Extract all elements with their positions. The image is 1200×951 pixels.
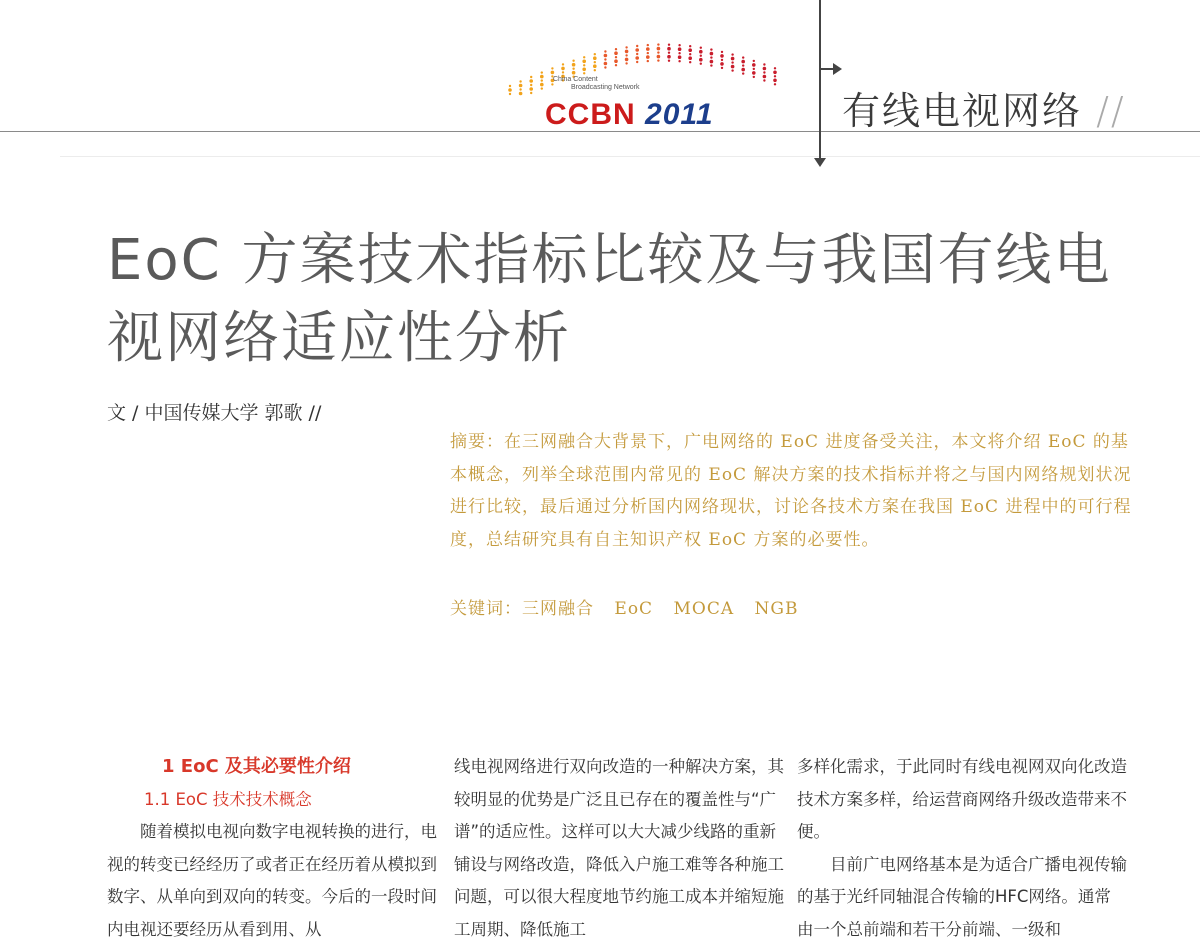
logo-dot	[710, 48, 712, 50]
logo-dot	[625, 50, 629, 54]
logo-dot	[678, 47, 682, 51]
logo-dot	[742, 56, 744, 58]
keyword: NGB	[754, 599, 799, 619]
logo-dot	[774, 83, 776, 85]
logo-dot	[646, 55, 650, 59]
logo-dot	[688, 48, 692, 52]
logo-dot	[657, 47, 661, 51]
logo-dot	[615, 64, 617, 66]
logo-dot	[625, 58, 629, 62]
logo-dot	[541, 87, 543, 89]
logo-dot	[678, 55, 682, 59]
logo-dot	[562, 63, 564, 65]
section-heading: 1 EoC 及其必要性介绍	[162, 756, 351, 777]
logo-dot	[582, 68, 586, 72]
logo-dot	[688, 56, 692, 60]
logo-dot	[615, 56, 617, 58]
article-byline: 文 / 中国传媒大学 郭歌 //	[107, 402, 322, 424]
logo-dot	[752, 71, 756, 75]
body-column-2	[454, 751, 789, 946]
logo-dot	[647, 44, 649, 46]
logo-dot	[710, 60, 714, 64]
logo-dot	[763, 79, 765, 81]
paragraph: 目前广电网络基本是为适合广播电视传输的基于光纤同轴混合传输的HFC网络。通常由一个总前端和若干分前端、一级和	[797, 854, 1127, 939]
logo-dot	[583, 72, 585, 74]
subsection-heading: 1.1 EoC 技术技术概念	[144, 790, 312, 809]
logo-dot	[742, 64, 744, 66]
logo-dot	[509, 85, 511, 87]
logo-year: 2011	[645, 98, 714, 131]
logo-dot	[625, 46, 627, 48]
logo-dot	[635, 48, 639, 52]
logo-dot	[668, 60, 670, 62]
logo-dot	[753, 60, 755, 62]
logo-dot	[540, 75, 544, 79]
logo-dot	[530, 92, 532, 94]
logo-dot	[625, 62, 627, 64]
logo-dot	[763, 67, 767, 71]
logo-dot	[604, 50, 606, 52]
logo-dot	[604, 66, 606, 68]
logo-wordmark: CCBN 2011	[545, 98, 714, 131]
logo-dot	[646, 47, 650, 51]
logo-dot	[614, 59, 618, 63]
logo-dot	[741, 60, 745, 64]
logo-dot	[647, 60, 649, 62]
keyword: EoC	[614, 599, 654, 619]
logo-dot	[540, 83, 544, 87]
logo-dot	[667, 47, 671, 51]
logo-dot	[529, 79, 533, 83]
logo-dot	[689, 45, 691, 47]
logo-dot	[572, 71, 576, 75]
logo-dot	[529, 87, 533, 91]
article-abstract	[450, 426, 1140, 556]
logo-dots-graphic	[505, 36, 780, 96]
logo-dot	[647, 52, 649, 54]
logo-dot	[763, 71, 765, 73]
logo-dot	[752, 63, 756, 67]
logo-dot	[583, 64, 585, 66]
logo-dot	[625, 54, 627, 56]
body-column-3	[797, 751, 1127, 946]
logo-dot	[773, 79, 777, 83]
logo-dot	[731, 61, 733, 63]
logo-dot	[614, 51, 618, 55]
logo-dot	[699, 58, 703, 62]
logo-dot	[519, 84, 523, 88]
logo-dot	[657, 55, 661, 59]
logo-dot	[572, 68, 574, 70]
logo-dot	[731, 53, 733, 55]
section-slash: //	[1096, 89, 1126, 133]
logo-dot	[700, 63, 702, 65]
logo-dot	[678, 52, 680, 54]
paragraph: 线电视网络进行双向改造的一种解决方案，其较明显的优势是广泛且已存在的覆盖性与“广谱”的适应性。这样可以大大减少线路的重新铺设与网络改造，降低入户施工难等各种施工问题，可以很大程度地节约施工成本并缩短施工周期、降低施工	[454, 757, 784, 939]
logo-dot	[594, 61, 596, 63]
logo-dot	[731, 65, 735, 69]
keywords-label: 关键词：三网融合	[450, 599, 594, 619]
logo-dot	[583, 56, 585, 58]
logo-dot	[742, 72, 744, 74]
logo-dot	[593, 56, 597, 60]
paragraph: 随着模拟电视向数字电视转换的进行，电视的转变已经经历了或者正在经历着从模拟到数字、从单向到双向的转变。今后的一段时间内电视还要经历从看到用、从	[107, 822, 437, 939]
ccbn-logo	[505, 36, 780, 131]
logo-dot	[720, 62, 724, 66]
logo-dot	[678, 60, 680, 62]
logo-dot	[582, 60, 586, 64]
logo-dot	[763, 63, 765, 65]
logo-dot	[509, 93, 511, 95]
logo-dot	[572, 63, 576, 67]
logo-dot	[668, 52, 670, 54]
logo-dot	[615, 48, 617, 50]
logo-dot	[753, 68, 755, 70]
logo-dot	[721, 59, 723, 61]
logo-tagline: China Content Broadcasting Network	[553, 76, 640, 91]
logo-dot	[774, 67, 776, 69]
logo-dot	[519, 92, 523, 96]
logo-dot	[763, 75, 767, 79]
arrow-right-icon	[833, 63, 842, 75]
logo-dot	[572, 60, 574, 62]
logo-dot	[731, 69, 733, 71]
logo-dot	[541, 79, 543, 81]
logo-dot	[721, 51, 723, 53]
logo-dot	[561, 67, 565, 71]
logo-dot	[519, 80, 521, 82]
logo-dot	[562, 71, 564, 73]
section-title: 有线电视网络 //	[842, 89, 1126, 133]
logo-dot	[700, 47, 702, 49]
logo-dot	[635, 56, 639, 60]
logo-dot	[508, 88, 512, 92]
keyword: MOCA	[673, 599, 735, 619]
logo-dot	[530, 76, 532, 78]
logo-dot	[667, 55, 671, 59]
logo-dot	[710, 52, 714, 56]
article-title: EoC 方案技术指标比较及与我国有线电视网络适应性分析	[107, 228, 1112, 371]
logo-dot	[773, 71, 777, 75]
logo-dot	[604, 54, 608, 58]
abstract-text: 摘要：在三网融合大背景下，广电网络的 EoC 进度备受关注，本文将介绍 EoC 的基本概念，列举全球范围内常见的 EoC 解决方案的技术指标并将之与国内网络规划状况进行比较，最后通过分析国内网络现状，讨论各技术方案在我国 EoC 进程中的可行程度，总结研究具有自主知识产权 EoC 方案的必要性。	[450, 432, 1132, 550]
logo-dot	[741, 68, 745, 72]
article-keywords	[450, 594, 798, 619]
logo-dot	[657, 51, 659, 53]
arrow-down-icon	[814, 158, 826, 167]
logo-dot	[593, 64, 597, 68]
logo-dot	[551, 71, 555, 75]
logo-dot	[604, 62, 608, 66]
paragraph: 多样化需求，于此同时有线电视网双向化改造技术方案多样，给运营商网络升级改造带来不便。	[797, 757, 1127, 841]
logo-dot	[710, 64, 712, 66]
body-column-1	[107, 816, 437, 946]
logo-dot	[636, 45, 638, 47]
logo-dot	[689, 53, 691, 55]
logo-dot	[530, 84, 532, 86]
logo-dot	[594, 53, 596, 55]
logo-dot	[551, 67, 553, 69]
logo-dot	[604, 58, 606, 60]
logo-dot	[774, 75, 776, 77]
header-rule-faint	[60, 156, 1200, 157]
logo-dot	[541, 71, 543, 73]
logo-dot	[753, 76, 755, 78]
section-marker-line	[819, 0, 821, 160]
logo-dot	[594, 69, 596, 71]
logo-dot	[519, 88, 521, 90]
logo-dot	[678, 44, 680, 46]
logo-dot	[689, 61, 691, 63]
logo-dot	[700, 55, 702, 57]
logo-dot	[668, 44, 670, 46]
logo-dot	[657, 43, 659, 45]
logo-dot	[636, 61, 638, 63]
logo-dot	[721, 67, 723, 69]
logo-dot	[699, 50, 703, 54]
logo-dot	[636, 53, 638, 55]
logo-dot	[731, 57, 735, 61]
logo-dot	[657, 59, 659, 61]
logo-dot	[720, 54, 724, 58]
logo-dot	[710, 56, 712, 58]
